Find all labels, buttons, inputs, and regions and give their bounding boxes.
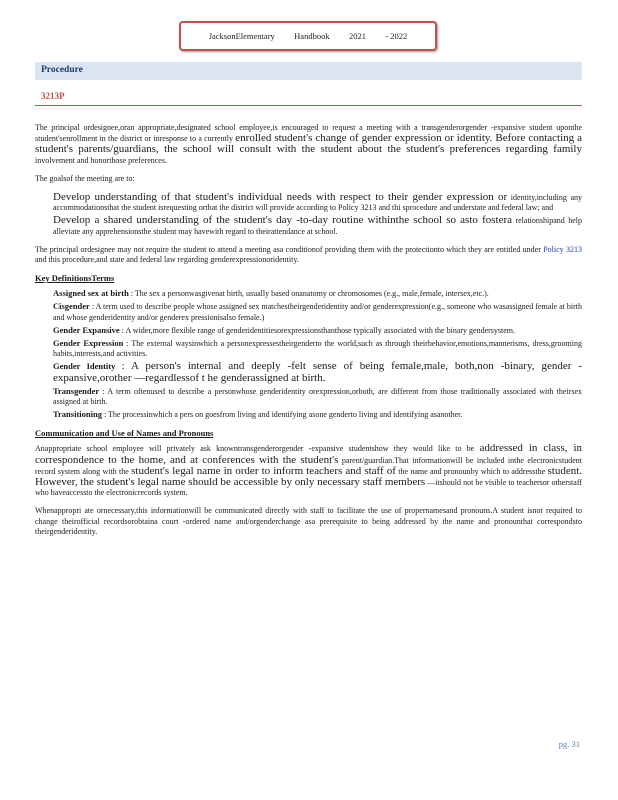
page-header — [179, 21, 437, 51]
list-item: Develop a shared understanding of the student's day -to-day routine withinthe school so asto fostera relationshipand help alleviate any apprehensionsthe student may havewith regard to theirattendance at school. — [35, 215, 582, 236]
list-item: Gender Expansive : A wider,more flexible range of genderidentitiesorexpressionsthanthose typically associated with the binary gendersystem. — [35, 325, 582, 336]
bullet-icon — [35, 325, 41, 335]
year-start: 2021 — [348, 31, 366, 41]
paragraph-meeting: The principal ordesignee,oran appropriate,designated school employee,is encouraged to request a meeting with a transgenderorgender -expansive student uponthe student'senrollment in the district or inresponse to a currently enrolled student's change of gender expression or identity. Before contacting a student's parents/guardians, the school will consult with the student about the student's preferences regarding family involvement and honorthose preferences. — [35, 123, 583, 165]
school-name: JacksonElementary — [208, 31, 275, 41]
bullet-icon — [35, 338, 41, 348]
list-item: Transgender : A term oftenused to describe a personwhose genderidentity orexpression,orboth, are different from those traditionally associated with theirsex assigned at birth. — [35, 386, 582, 407]
policy-link[interactable]: Policy 3213 — [543, 244, 583, 254]
bullet-icon — [35, 409, 41, 419]
page-number: pg. 31 — [558, 739, 580, 749]
paragraph-records: Whenappropri ate ornecessary,this informationwill be communicated directly with staff to facilitate the use of propernamesand pronouns.A student isnot required to change theirofficial recordsorobtaina court -ordered name and/orgenderchange asa prerequisite to being addressed by the name and pronounthat correspondsto theirgenderidentity. — [35, 506, 582, 536]
paragraph-communication: Anappropriate school employee will privately ask knowntransgenderorgender -expansive studentshow they would like to be addressed in class, in correspondence to the home, and at conferences with the student's parent/guardian.That informationwill be included inthe electronicstudent record system along with the student's legal name in order to inform teachers and staff of the name and pronounby which to addressthe student. However, the student's legal name should be accessible by only necessary staff members —itshould not be visible to teachersor otherstaff who haveaccessto the electronicrecords system. — [35, 442, 583, 498]
bullet-icon — [35, 192, 41, 202]
definitions-heading: Key DefinitionsTerms — [35, 273, 115, 284]
bullet-icon — [35, 386, 41, 396]
list-item: Gender Expression : The external waysinwhich a personexpressestheirgenderto the world,such as through theirbehavior,emotions,mannerisms, dress,grooming habits,interests,and activities. — [35, 338, 582, 359]
bullet-icon — [35, 301, 41, 311]
document-type: Handbook — [294, 31, 330, 41]
list-item: Gender Identity : A person's internal and deeply -felt sense of being female,male, both,non -binary, gender -expansive,orother —regardlessof t he genderassigned at birth. — [35, 361, 582, 383]
paragraph-requirement: The principal ordesignee may not require the student to attend a meeting asa conditionof providing them with the protectionto which they are entitled under Policy 3213 and this procedure,and state and federal law regarding genderexpressionoridentity. — [35, 244, 583, 265]
list-item: Transitioning : The processinwhich a pers on goesfrom living and identifying asone genderto living and identifying asanother. — [35, 409, 582, 420]
document-body — [35, 123, 582, 545]
procedure-code: 3213P — [41, 91, 65, 101]
bullet-icon — [35, 361, 41, 371]
goals-intro: The goalsof the meeting are to: — [35, 173, 135, 183]
list-item: Assigned sex at birth : The sex a personwasgivenat birth, usually based onanatomy or chromosomes (e.g., male,female, intersex,etc.). — [35, 288, 582, 299]
bullet-icon — [35, 215, 41, 225]
definitions-list — [35, 288, 582, 420]
bullet-icon — [35, 288, 41, 298]
procedure-code-line — [35, 90, 582, 106]
section-title: Procedure — [41, 65, 83, 75]
list-item: Develop understanding of that student's individual needs with respect to their gender expression or identity,including any accommodationsthat the student isrequesting orthat the district will provide according to Policy 3213 and thi sprocedure and understate and federal law; and — [35, 192, 582, 213]
communication-heading: Communication and Use of Names and Pronouns — [35, 428, 214, 439]
section-bar — [35, 62, 582, 80]
goals-list — [35, 192, 582, 237]
list-item: Cisgender : A term used to describe people whose assigned sex matchestheirgenderidentity and/or genderexpression(e.g., someone who wasassigned female at birth and whose genderidentity and/or genderex pressionisalso female.) — [35, 301, 582, 322]
year-end: - 2022 — [385, 31, 408, 41]
